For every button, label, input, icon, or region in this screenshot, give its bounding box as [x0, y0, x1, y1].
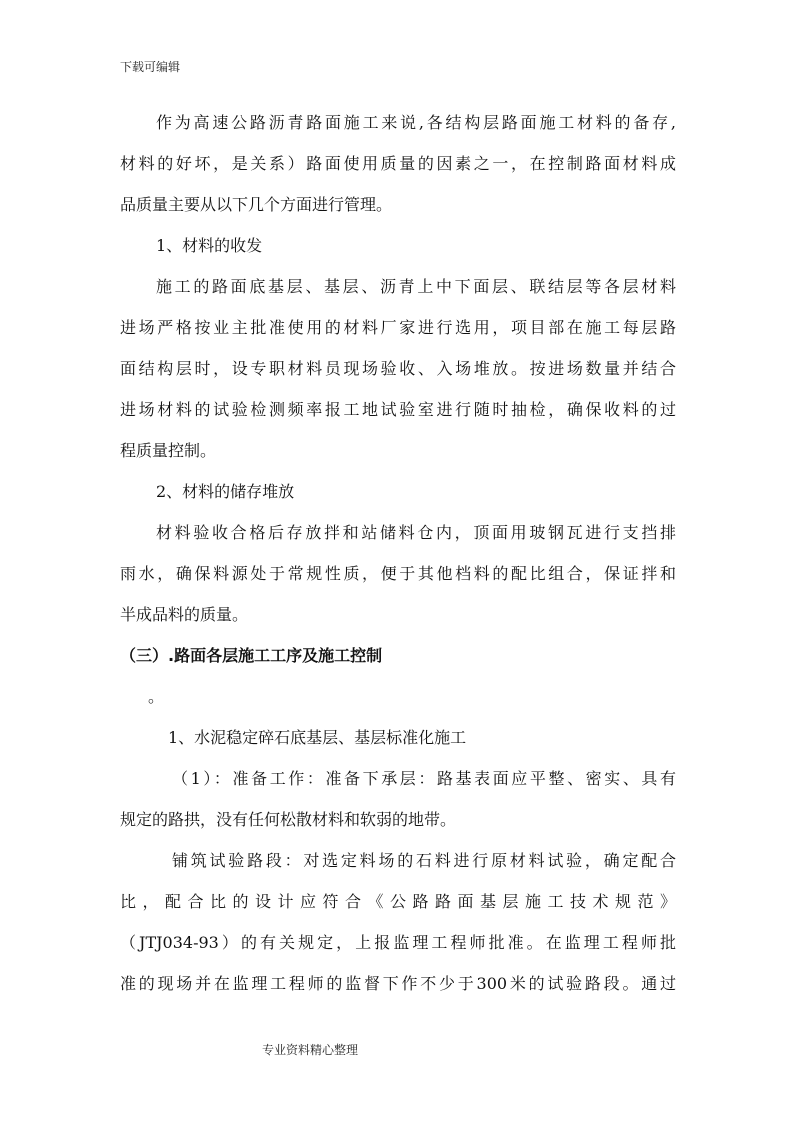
paragraph-line: 准的现场并在监理工程师的监督下作不少于300米的试验路段。通过 — [120, 974, 676, 993]
paragraph-line: （JTJ034-93）的有关规定，上报监理工程师批准。在监理工程师批 — [120, 933, 676, 952]
paragraph-line: 材料验收合格后存放拌和站储料仓内，顶面用玻钢瓦进行支挡排 — [156, 523, 676, 542]
paragraph-line: 作为高速公路沥青路面施工来说,各结构层路面施工材料的备存, — [156, 113, 676, 132]
paragraph-line: 规定的路拱，没有任何松散材料和软弱的地带。 — [120, 810, 457, 829]
paragraph-line: 比，配合比的设计应符合《公路路面基层施工技术规范》 — [120, 892, 676, 911]
page-footer: 专业资料精心整理 — [262, 1043, 359, 1057]
paragraph-line: 进场材料的试验检测频率报工地试验室进行随时抽检，确保收料的过 — [120, 400, 676, 419]
paragraph-line: 施工的路面底基层、基层、沥青上中下面层、联结层等各层材料 — [156, 277, 676, 296]
paragraph-line: 。 — [148, 687, 165, 706]
paragraph-line: 半成品料的质量。 — [120, 605, 249, 624]
paragraph-line: 雨水，确保料源处于常规性质，便于其他档料的配比组合，保证拌和 — [120, 564, 676, 583]
paragraph-line: 进场严格按业主批准使用的材料厂家进行选用，项目部在施工每层路 — [120, 318, 676, 337]
section-heading: 1、水泥稳定碎石底基层、基层标准化施工 — [168, 728, 467, 747]
paragraph-line: （1）：准备工作：准备下承层：路基表面应平整、密实、具有 — [172, 769, 676, 788]
section-heading: 2、材料的储存堆放 — [156, 482, 295, 501]
paragraph-line: 品质量主要从以下几个方面进行管理。 — [120, 195, 393, 214]
page-header: 下载可编辑 — [120, 60, 181, 74]
paragraph-line: 铺筑试验路段：对选定料场的石料进行原材料试验，确定配合 — [172, 851, 676, 870]
document-body — [120, 102, 676, 1004]
paragraph-line: 程质量控制。 — [120, 441, 217, 460]
chapter-heading: （三）.路面各层施工工序及施工控制 — [120, 646, 383, 665]
paragraph-line: 材料的好坏，是关系）路面使用质量的因素之一，在控制路面材料成 — [120, 154, 676, 173]
section-heading: 1、材料的收发 — [156, 236, 263, 255]
paragraph-line: 面结构层时，设专职材料员现场验收、入场堆放。按进场数量并结合 — [120, 359, 676, 378]
